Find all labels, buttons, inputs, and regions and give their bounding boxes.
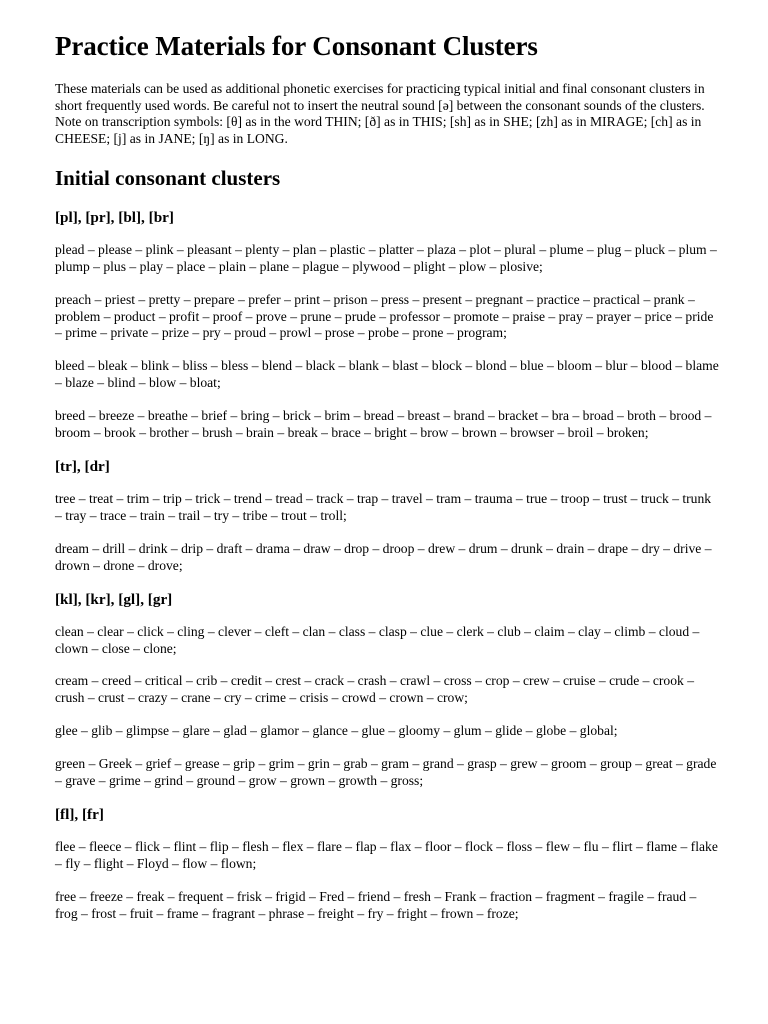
word-list-paragraph: cream – creed – critical – crib – credit – crest – crack – crash – crawl – cross – crop – crew – cruise – crude – crook – crush – crust – crazy – crane – cry – crime – crisis – crowd – crown – crow; xyxy=(55,673,694,706)
word-list-paragraph: preach – priest – pretty – prepare – prefer – print – prison – press – present – pregnant – practice – practical – prank – problem – product – profit – proof – prove – prune – prude – professor – promote – praise – pray – prayer – price – pride – prime – private – prize – pry – proud – prowl – prose – probe – prone – program; xyxy=(55,291,714,341)
word-list-paragraph: green – Greek – grief – grease – grip – grim – grin – grab – gram – grand – grasp – grew – groom – group – great – grade – grave – grime – grind – ground – grow – grown – growth – gross; xyxy=(55,756,717,789)
section-title: Initial consonant clusters xyxy=(55,165,281,190)
word-list-paragraph: dream – drill – drink – drip – draft – drama – draw – drop – droop – drew – drum – drunk – drain – drape – dry – drive – drown – drone – drove; xyxy=(55,540,712,573)
word-list-paragraph: breed – breeze – breathe – brief – bring – brick – brim – bread – breast – brand – bracket – bra – broad – broth – brood – broom – brook – brother – brush – brain – break – brace – bright – brow – brown – browser – broil – broken; xyxy=(55,408,712,441)
word-list-paragraph: clean – clear – click – cling – clever – cleft – clan – class – clasp – clue – clerk – club – claim – clay – climb – cloud – clown – close – clone; xyxy=(55,623,700,656)
word-list-paragraph: flee – fleece – flick – flint – flip – flesh – flex – flare – flap – flax – floor – flock – floss – flew – flu – flirt – flame – flake – fly – flight – Floyd – flow – flown; xyxy=(55,838,718,871)
word-list-paragraph: glee – glib – glimpse – glare – glad – glamor – glance – glue – gloomy – glum – glide – globe – global; xyxy=(55,723,618,739)
group-heading: [tr], [dr] xyxy=(55,457,110,475)
group-heading: [fl], [fr] xyxy=(55,805,104,823)
word-list-paragraph: tree – treat – trim – trip – trick – trend – tread – track – trap – travel – tram – trauma – true – troop – trust – truck – trunk – tray – trace – train – trail – try – tribe – trout – troll; xyxy=(55,490,712,523)
page-title: Practice Materials for Consonant Clusters xyxy=(55,31,538,61)
word-list-paragraph: free – freeze – freak – frequent – frisk – frigid – Fred – friend – fresh – Frank – fraction – fragment – fragile – fraud – frog – frost – fruit – frame – fragrant – phrase – freight – fry – fright – frown – froze; xyxy=(55,888,697,921)
intro-paragraph: These materials can be used as additional phonetic exercises for practicing typical initial and final consonant clusters in short frequently used words. Be careful not to insert the neutral sound [ə] between the consonant sounds of the clusters. Note on transcription symbols: [θ] as in the word THIN; [ð] as in THIS; [sh] as in SHE; [zh] as in MIRAGE; [ch] as in CHEESE; [j] as in JANE; [ŋ] as in LONG. xyxy=(55,81,705,147)
group-heading: [kl], [kr], [gl], [gr] xyxy=(55,590,173,608)
word-list-paragraph: bleed – bleak – blink – bliss – bless – blend – black – blank – blast – block – blond – blue – bloom – blur – blood – blame – blaze – blind – blow – bloat; xyxy=(55,358,719,391)
word-list-paragraph: plead – please – plink – pleasant – plenty – plan – plastic – platter – plaza – plot – plural – plume – plug – pluck – plum – plump – plus – play – place – plain – plane – plague – plywood – plight – plow – plosive; xyxy=(55,241,717,274)
group-heading: [pl], [pr], [bl], [br] xyxy=(55,208,174,226)
